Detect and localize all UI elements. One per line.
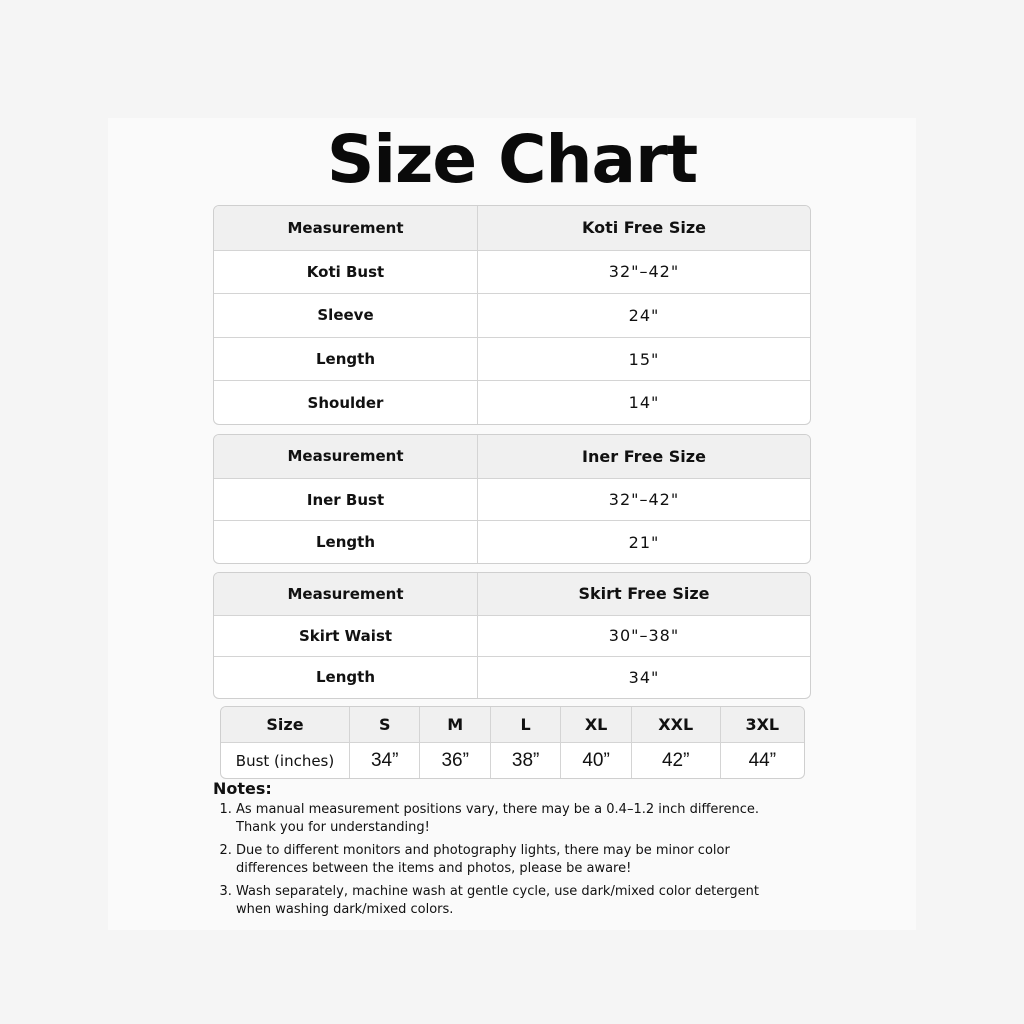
notes-list <box>213 801 773 919</box>
skirt-size-table <box>213 572 811 699</box>
notes-section <box>213 780 773 924</box>
header-cell: Measurement <box>214 206 478 250</box>
notes-title: Notes: <box>213 779 272 798</box>
value-cell: 32"–42" <box>478 478 810 521</box>
header-cell: 3XL <box>721 707 804 743</box>
value-cell: 40” <box>561 743 631 778</box>
value-cell: 30"–38" <box>478 615 810 657</box>
header-cell: Koti Free Size <box>478 206 810 250</box>
measurement-cell: Length <box>214 520 478 563</box>
header-cell: Measurement <box>214 435 478 478</box>
measurement-cell: Sleeve <box>214 293 478 337</box>
note-item: 3. Wash separately, machine wash at gentle cycle, use dark/mixed color detergent when washing dark/mixed colors. <box>236 883 773 919</box>
measurement-cell: Koti Bust <box>214 250 478 294</box>
table-row <box>214 656 810 698</box>
value-cell: 34" <box>478 656 810 698</box>
header-cell: XXL <box>632 707 721 743</box>
table-row <box>214 293 810 337</box>
table-header-row <box>214 206 810 250</box>
table-row <box>214 337 810 381</box>
value-cell: 42” <box>632 743 721 778</box>
table-header-row <box>214 573 810 615</box>
value-cell: 24" <box>478 293 810 337</box>
header-cell: L <box>491 707 561 743</box>
page-title: Size Chart <box>326 121 698 198</box>
header-cell: Size <box>221 707 350 743</box>
header-cell: Iner Free Size <box>478 435 810 478</box>
table-header-row <box>214 435 810 478</box>
value-cell: 44” <box>748 749 777 771</box>
measurement-cell: Length <box>214 656 478 698</box>
measurement-cell: Shoulder <box>214 380 478 424</box>
value-cell: 21" <box>478 520 810 563</box>
table-row <box>214 380 810 424</box>
header-cell: XL <box>561 707 631 743</box>
table-row <box>214 250 810 294</box>
table-row <box>214 520 810 563</box>
measurement-cell: Iner Bust <box>214 478 478 521</box>
value-cell: 34” <box>350 743 420 778</box>
row-label-cell: Bust (inches) <box>221 743 350 778</box>
value-cell: 15" <box>478 337 810 381</box>
value-cell: 38” <box>491 743 561 778</box>
value-cell: 14" <box>478 380 810 424</box>
table-row <box>221 743 804 778</box>
table-header-row <box>221 707 804 743</box>
koti-size-table <box>213 205 811 425</box>
header-cell: Measurement <box>214 573 478 615</box>
iner-size-table <box>213 434 811 564</box>
header-cell: S <box>350 707 420 743</box>
value-cell: 32"–42" <box>478 250 810 294</box>
measurement-cell: Skirt Waist <box>214 615 478 657</box>
bust-size-table <box>220 706 805 779</box>
note-item: 2. Due to different monitors and photography lights, there may be minor color differences between the items and photos, please be aware! <box>236 842 773 878</box>
measurement-cell: Length <box>214 337 478 381</box>
header-cell: Skirt Free Size <box>478 573 810 615</box>
table-row <box>214 478 810 521</box>
table-row <box>214 615 810 657</box>
note-item: 1. As manual measurement positions vary, there may be a 0.4–1.2 inch difference. Thank you for understanding! <box>236 801 773 837</box>
header-cell: M <box>420 707 490 743</box>
value-cell: 36” <box>420 743 490 778</box>
